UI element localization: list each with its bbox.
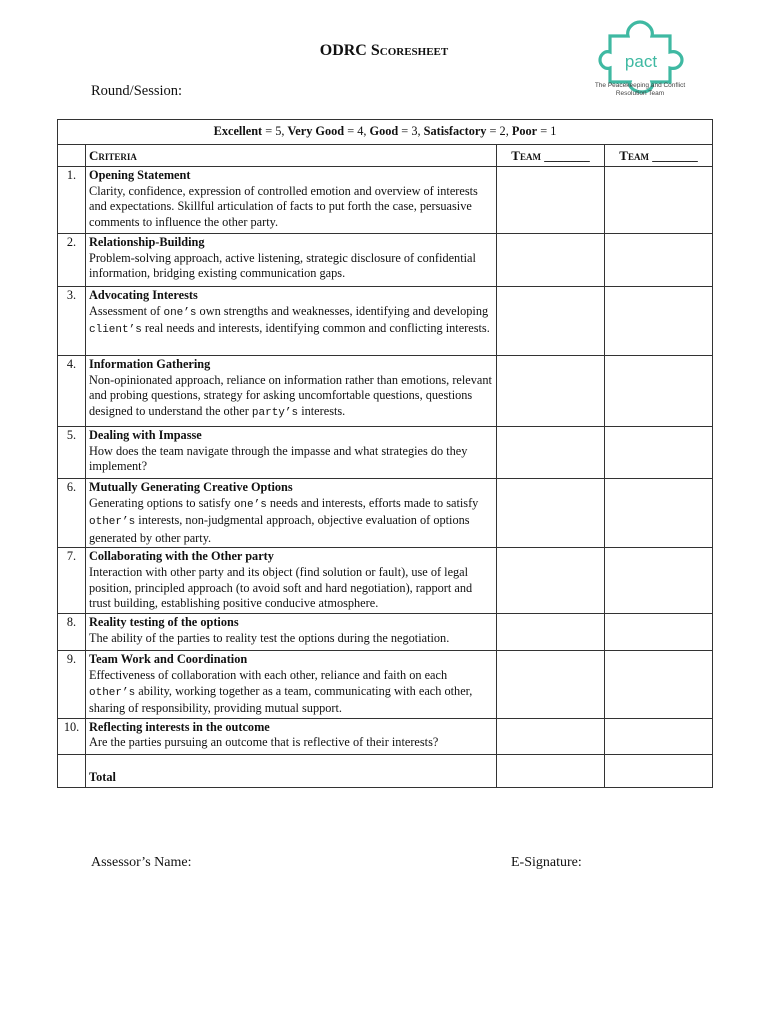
team-1-score-cell[interactable] [497,479,605,548]
team-1-score-cell[interactable] [497,427,605,479]
description-part: Assessment of [89,303,164,318]
criterion-name: Mutually Generating Creative Options [89,480,293,494]
criterion-cell [86,356,497,427]
criterion-description [89,668,493,717]
criterion-row [58,427,713,479]
description-part: other’s [89,686,136,699]
criterion-number: 5. [58,427,86,479]
criterion-description: The ability of the parties to reality test the options during the negotiation. [89,630,450,645]
scale-value: = 2, [486,124,512,139]
team-1-score-cell[interactable] [497,167,605,234]
criterion-number: 3. [58,287,86,356]
team-1-header[interactable]: Team _______ [497,145,605,167]
scale-row [58,120,713,145]
description-part: interests, non-judgmental approach, objective evaluation of options generated by other party. [89,513,470,545]
criterion-cell [86,651,497,718]
criterion-cell [86,479,497,548]
criterion-name: Relationship-Building [89,235,205,249]
criterion-name: Opening Statement [89,168,191,182]
criterion-cell [86,234,497,287]
scale-label: Good [369,124,399,139]
team-1-score-cell[interactable] [497,718,605,754]
criterion-name: Team Work and Coordination [89,652,248,667]
team-2-header[interactable]: Team _______ [605,145,713,167]
criterion-name: Information Gathering [89,357,211,371]
team-1-score-cell[interactable] [497,548,605,614]
criterion-number: 2. [58,234,86,287]
criterion-description: Clarity, confidence, expression of controlled emotion and overview of interests and expectations. Skillful articulation of facts to put forth the case, persuasive comments to influence the other party. [89,183,478,229]
team-1-score-cell[interactable] [497,234,605,287]
criterion-row [58,234,713,287]
team-1-score-cell[interactable] [497,651,605,718]
criterion-description: Problem-solving approach, active listening, strategic disclosure of confidential information, bridging existing communication gaps. [89,250,476,281]
criterion-cell [86,614,497,651]
criterion-description: Are the parties pursuing an outcome that is reflective of their interests? [89,735,439,750]
title-main: ODRC [319,42,367,59]
criterion-cell [86,718,497,754]
team-1-score-cell[interactable] [497,614,605,651]
round-session-label: Round/Session: [91,83,183,99]
description-part: client’s [89,324,142,337]
description-part: needs and interests, efforts made to satisfy [266,495,479,510]
criterion-number: 7. [58,548,86,614]
total-num-cell [58,754,86,787]
scale-value: = 3, [398,124,424,139]
scale-label: Satisfactory [423,124,487,139]
team-2-score-cell[interactable] [605,479,713,548]
criterion-number: 9. [58,651,86,718]
criterion-description: How does the team navigate through the impasse and what strategies do they implement? [89,443,468,474]
criterion-row [58,356,713,427]
criterion-cell [86,548,497,614]
total-row [58,754,713,787]
title-scoresheet: Scoresheet [370,42,449,59]
criterion-number: 6. [58,479,86,548]
total-team-1-cell[interactable] [497,754,605,787]
criterion-name: Dealing with Impasse [89,428,202,442]
criterion-name: Collaborating with the Other party [89,549,274,564]
scale-label: Excellent [213,124,263,139]
team-2-score-cell[interactable] [605,718,713,754]
criterion-cell [86,427,497,479]
criterion-description [89,496,493,547]
description-part: own strengths and weaknesses, identifying and developing [196,303,489,318]
assessor-name-label: Assessor’s Name: [91,855,192,870]
description-part: other’s [89,516,136,529]
scale-label: Very Good [287,124,345,139]
description-part: Non-opinionated approach, reliance on information rather than emotions, relevant and probing questions, strategy for asking uncomfortable questions, questions designed to understand the other [89,372,492,418]
description-part: interests. [298,403,346,418]
criterion-description [89,304,493,339]
total-label: Total [86,754,497,787]
description-part: real needs and interests, identifying common and conflicting interests. [141,321,490,336]
e-signature-label: E-Signature: [511,855,582,870]
team-2-score-cell[interactable] [605,427,713,479]
num-header [58,145,86,167]
criterion-name: Advocating Interests [89,288,198,302]
scoresheet-table [57,119,713,788]
team-1-score-cell[interactable] [497,356,605,427]
team-2-score-cell[interactable] [605,287,713,356]
criterion-row [58,548,713,614]
team-2-score-cell[interactable] [605,614,713,651]
team-1-score-cell[interactable] [497,287,605,356]
criterion-name: Reflecting interests in the outcome [89,719,270,734]
criterion-row [58,651,713,718]
team-2-score-cell[interactable] [605,356,713,427]
scale-value: = 5, [262,124,288,139]
criteria-header: Criteria [86,145,497,167]
header-row [58,145,713,167]
team-2-score-cell[interactable] [605,651,713,718]
criterion-number: 10. [58,718,86,754]
scale-value: = 4, [344,124,370,139]
criterion-row [58,287,713,356]
criterion-description: Interaction with other party and its object (find solution or fault), use of legal position, principled approach (to avoid soft and hard negotiation), rapport and trust building, establishing positive conducive atmosphere. [89,564,473,611]
description-part: party’s [251,406,299,419]
description-part: ability, working together as a team, communicating with each other, sharing of responsibility, providing mutual support. [89,683,473,716]
criterion-number: 8. [58,614,86,651]
team-2-score-cell[interactable] [605,234,713,287]
scale-value: = 1 [537,124,557,139]
logo-tagline: The Peacekeeping and Conflict Resolution Team [594,82,686,97]
criterion-cell [86,167,497,234]
description-part: one’s [163,306,197,319]
team-2-score-cell[interactable] [605,167,713,234]
criterion-row [58,614,713,651]
scale-label: Poor [511,124,538,139]
criterion-number: 4. [58,356,86,427]
description-part: one’s [233,498,267,511]
criterion-row [58,718,713,754]
criterion-name: Reality testing of the options [89,615,239,630]
criterion-cell [86,287,497,356]
description-part: Generating options to satisfy [89,495,234,510]
rating-scale [58,120,713,145]
description-part: Effectiveness of collaboration with each other, reliance and faith on each [89,667,448,682]
criterion-row [58,167,713,234]
criterion-description [89,373,493,422]
team-2-score-cell[interactable] [605,548,713,614]
logo-brand: pact [624,52,658,71]
criterion-number: 1. [58,167,86,234]
total-team-2-cell[interactable] [605,754,713,787]
criterion-row [58,479,713,548]
